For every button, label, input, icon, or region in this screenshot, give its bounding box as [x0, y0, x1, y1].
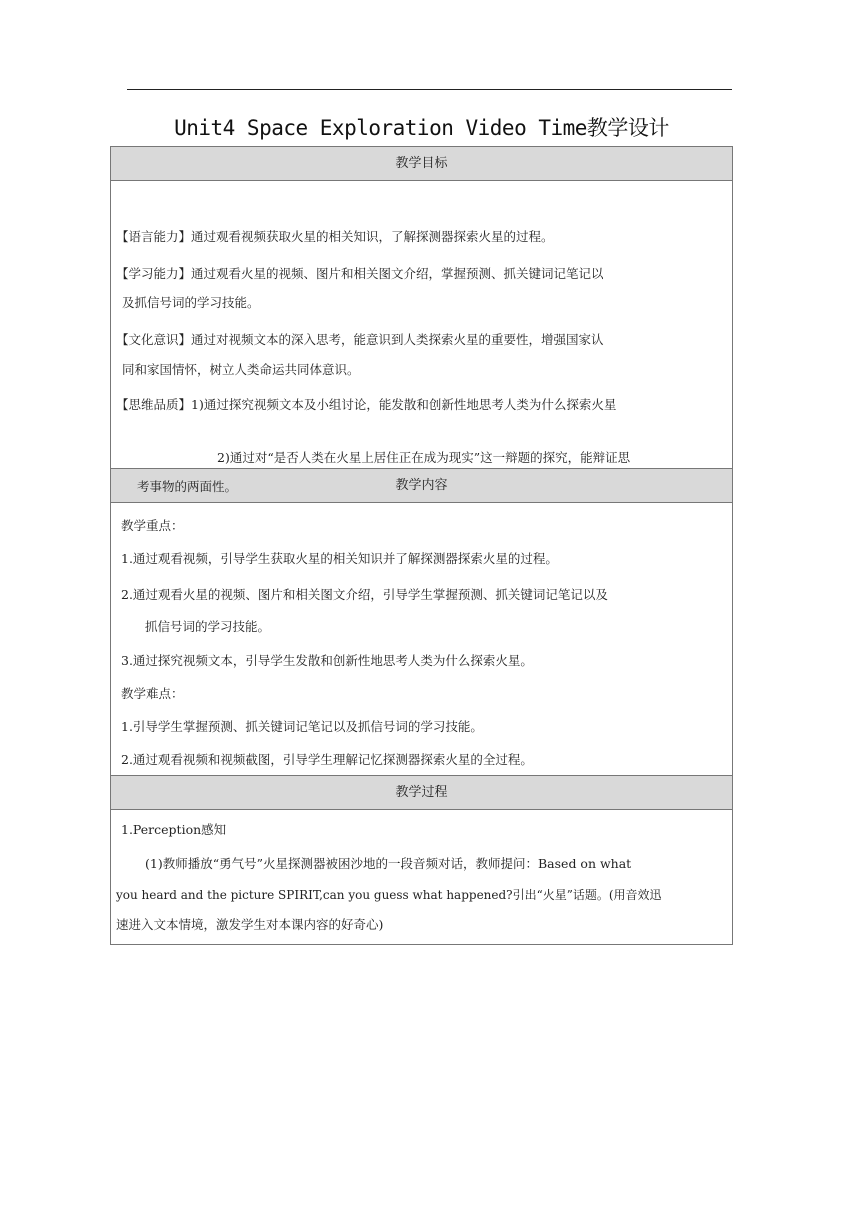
section-body-process	[111, 810, 732, 944]
process-step-1-detail-cont: you heard and the picture SPIRIT,can you guess what happened?引出“火星”话题。(用音效迅	[116, 888, 662, 902]
key-point-1: 1.通过观看视频，引导学生获取火星的相关知识并了解探测器探索火星的过程。	[121, 551, 558, 566]
key-point-2: 2.通过观看火星的视频、图片和相关图文介绍，引导学生掌握预测、抓关键词记笔记以及	[121, 587, 608, 602]
section-heading-content: 教学内容	[111, 468, 732, 503]
lesson-plan-table	[110, 146, 733, 945]
key-point-3: 3.通过探究视频文本，引导学生发散和创新性地思考人类为什么探索火星。	[121, 653, 533, 668]
objective-culture: 【文化意识】通过对视频文本的深入思考，能意识到人类探索火星的重要性，增强国家认	[116, 332, 604, 347]
objective-language: 【语言能力】通过观看视频获取火星的相关知识，了解探测器探索火星的过程。	[116, 229, 554, 244]
objective-thinking-2: 2)通过对“是否人类在火星上居住正在成为现实”这一辩题的探究，能辩证思	[217, 450, 631, 465]
difficult-point-2: 2.通过观看视频和视频截图，引导学生理解记忆探测器探索火星的全过程。	[121, 752, 533, 767]
header-rule	[127, 89, 732, 90]
difficult-points-label: 教学难点：	[121, 686, 184, 701]
section-heading-process: 教学过程	[111, 775, 732, 810]
key-point-2-cont: 抓信号词的学习技能。	[145, 619, 271, 634]
section-heading-objectives: 教学目标	[111, 147, 732, 181]
objective-learning: 【学习能力】通过观看火星的视频、图片和相关图文介绍，掌握预测、抓关键词记笔记以	[116, 266, 604, 281]
objective-thinking-2-cont: 考事物的两面性。	[137, 479, 238, 494]
section-body-content	[111, 503, 732, 775]
difficult-point-1: 1.引导学生掌握预测、抓关键词记笔记以及抓信号词的学习技能。	[121, 719, 483, 734]
process-step-1: 1.Perception感知	[121, 822, 227, 837]
process-step-1-detail-end: 速进入文本情境，激发学生对本课内容的好奇心)	[116, 917, 384, 932]
objective-learning-cont: 及抓信号词的学习技能。	[122, 295, 260, 310]
process-step-1-detail: (1)教师播放“勇气号”火星探测器被困沙地的一段音频对话，教师提问：Based on what	[145, 856, 632, 871]
objective-culture-cont: 同和家国情怀，树立人类命运共同体意识。	[122, 362, 360, 377]
key-points-label: 教学重点：	[121, 518, 184, 533]
objective-thinking: 【思维品质】1)通过探究视频文本及小组讨论，能发散和创新性地思考人类为什么探索火星	[116, 397, 617, 412]
document-title: Unit4 Space Exploration Video Time教学设计	[174, 116, 669, 140]
